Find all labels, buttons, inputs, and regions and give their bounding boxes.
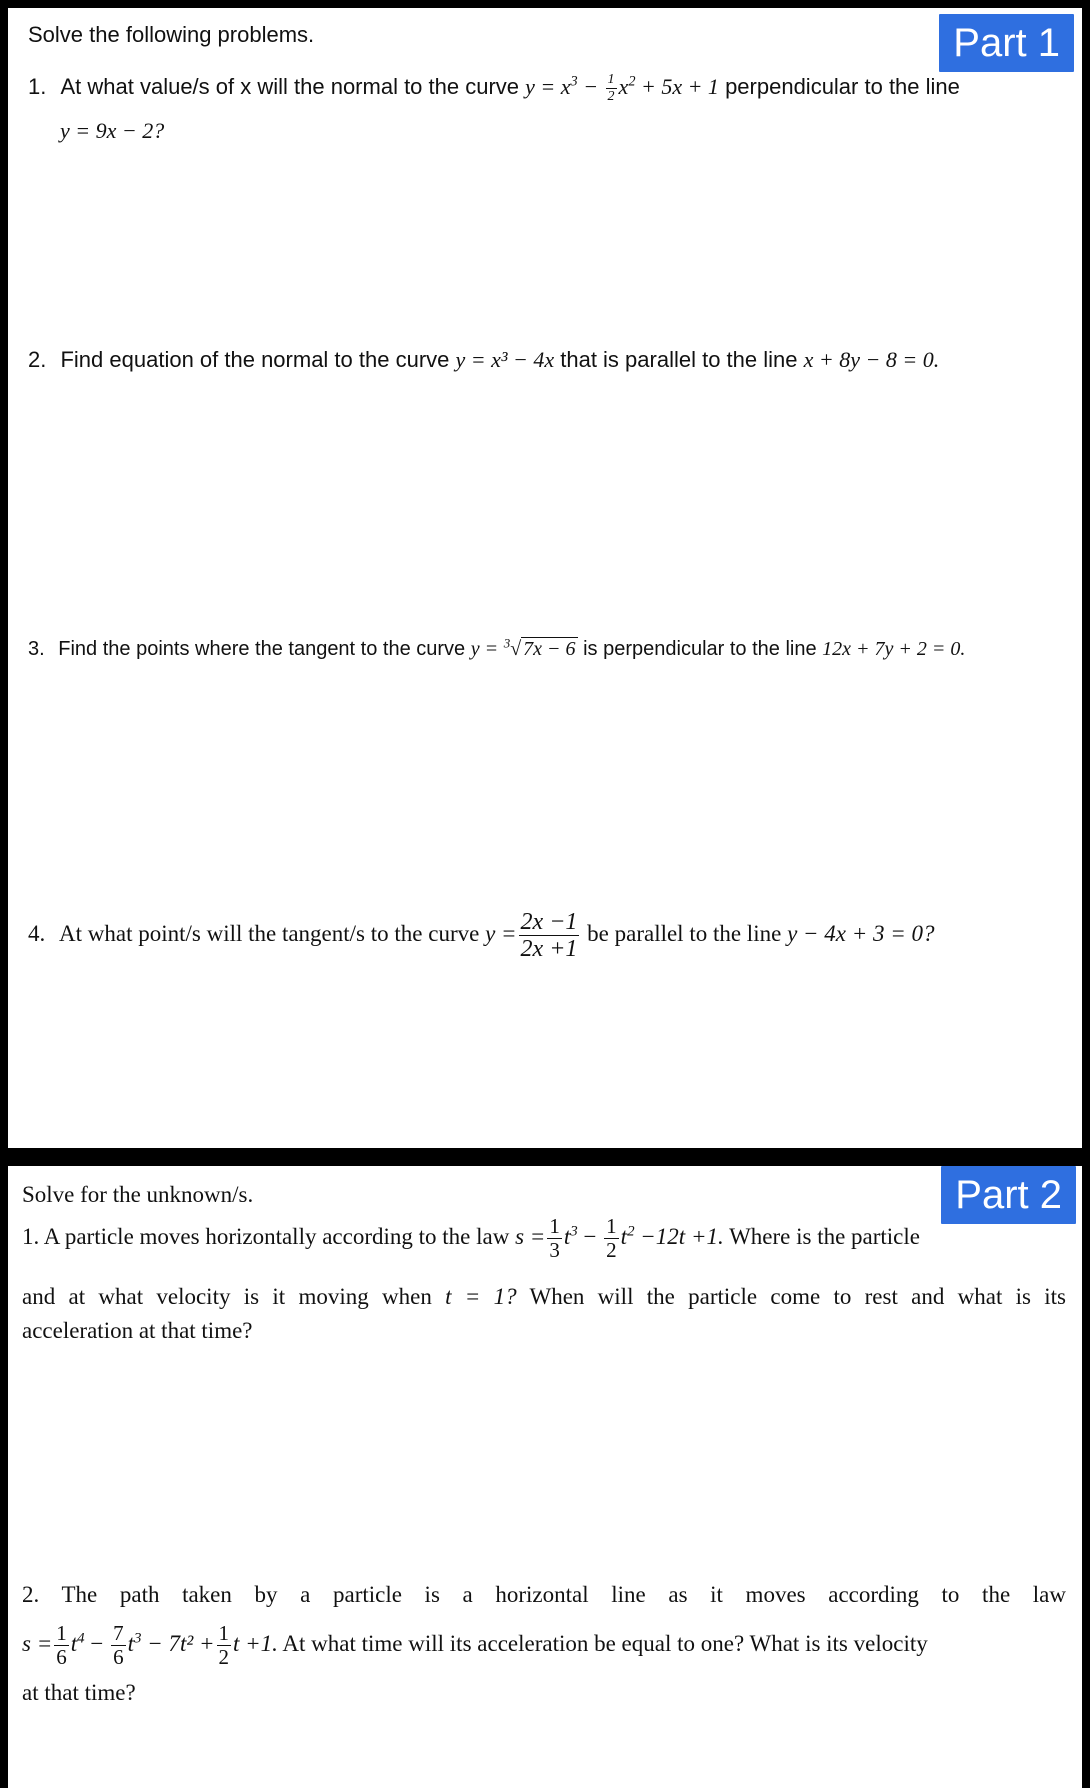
problem-2-2-line3: at that time? (22, 1680, 136, 1705)
part-1-sheet (8, 8, 1082, 1148)
problem-text: The path taken by a particle is a horizontal line as it moves according to the law (61, 1582, 1066, 1607)
problem-text: At what point/s will the tangent/s to the curve (59, 921, 480, 946)
curve-equation: $y = x^3$ − $\frac{1}{2}$ $x^2 + 5x + 1$ (525, 72, 719, 105)
problem-text: and at what velocity is it moving when (22, 1284, 432, 1309)
curve-lhs: y = (470, 638, 499, 660)
problem-2-1-line2 (22, 1282, 1066, 1312)
problem-text: When will the particle come to rest and what is its (529, 1284, 1066, 1309)
problem-text: be parallel to the line (587, 921, 782, 946)
problem-text: At what value/s of x will the normal to the curve (60, 74, 520, 99)
problem-1-1 (28, 72, 960, 104)
law-lhs: s = (515, 1224, 546, 1249)
curve-lhs: y = (485, 921, 517, 946)
problem-2-2-law: s = $\frac{1}{6}$ $t^4$ − $\frac{7}{6}$ $t^3 - 7t^2$ + $\frac{1}{2}$ t +1. At what time will its acceleration be equal to one? What is its velocity (22, 1621, 928, 1670)
problem-text: Find the points where the tangent to the curve (58, 638, 466, 660)
part-2-instruction: Solve for the unknown/s. (22, 1182, 254, 1207)
problem-text: At what time will its acceleration be equal to one? What is its velocity (282, 1631, 928, 1656)
fraction-denominator: 2x +1 (520, 936, 578, 963)
problem-text: Find equation of the normal to the curve (60, 347, 450, 372)
line-equation: y − 4x + 3 = 0? (787, 921, 935, 946)
line-equation: y = 9x − 2? (60, 118, 165, 143)
part-2-badge: Part 2 (941, 1166, 1076, 1224)
law-tail: −12t +1. (640, 1224, 724, 1249)
part-2-sheet (8, 1166, 1082, 1788)
fraction-numerator: 2x −1 (520, 909, 578, 936)
curve-equation: y = x³ − 4x (455, 347, 555, 372)
part-1-instruction: Solve the following problems. (28, 22, 315, 47)
line-equation: 12x + 7y + 2 = 0. (822, 638, 966, 660)
problem-2-2-line1 (22, 1580, 1066, 1610)
problem-text: that is parallel to the line (560, 347, 798, 372)
problem-number: 1. (28, 74, 47, 99)
problem-number: 2. (22, 1582, 40, 1607)
line-equation: x + 8y − 8 = 0. (803, 347, 940, 372)
curve-fraction (519, 910, 580, 961)
part-1-badge: Part 1 (939, 14, 1074, 72)
problem-text: A particle moves horizontally according to the law (43, 1224, 510, 1249)
problem-1-2 (28, 345, 939, 375)
root-index: 3 (503, 635, 511, 651)
problem-text: perpendicular to the line (725, 74, 960, 99)
cube-root: $^3$√ 7x − 6 (503, 635, 576, 660)
law-lhs: s = (22, 1631, 53, 1656)
problem-2-1: 1. A particle moves horizontally according to the law s = $\frac{1}{3}$ $t^3$ − $\frac{1}{2}$ $t^2 -12t +1$. Where is the particle (22, 1214, 920, 1263)
problem-1-4 (28, 904, 935, 964)
problem-number: 2. (28, 347, 47, 372)
problem-text: is perpendicular to the line (583, 638, 817, 660)
problem-text: Where is the particle (729, 1224, 920, 1249)
problem-number: 4. (28, 921, 46, 946)
problem-1-3 (28, 634, 965, 664)
problem-2-1-line3: acceleration at that time? (22, 1318, 253, 1343)
problem-number: 1. (22, 1224, 40, 1249)
law-middle: − 7t² + (147, 1631, 215, 1656)
problem-number: 3. (28, 638, 45, 660)
law-tail: t +1. (233, 1631, 278, 1656)
radicand: 7x − 6 (523, 638, 576, 660)
time-condition: t = 1? (445, 1284, 517, 1309)
